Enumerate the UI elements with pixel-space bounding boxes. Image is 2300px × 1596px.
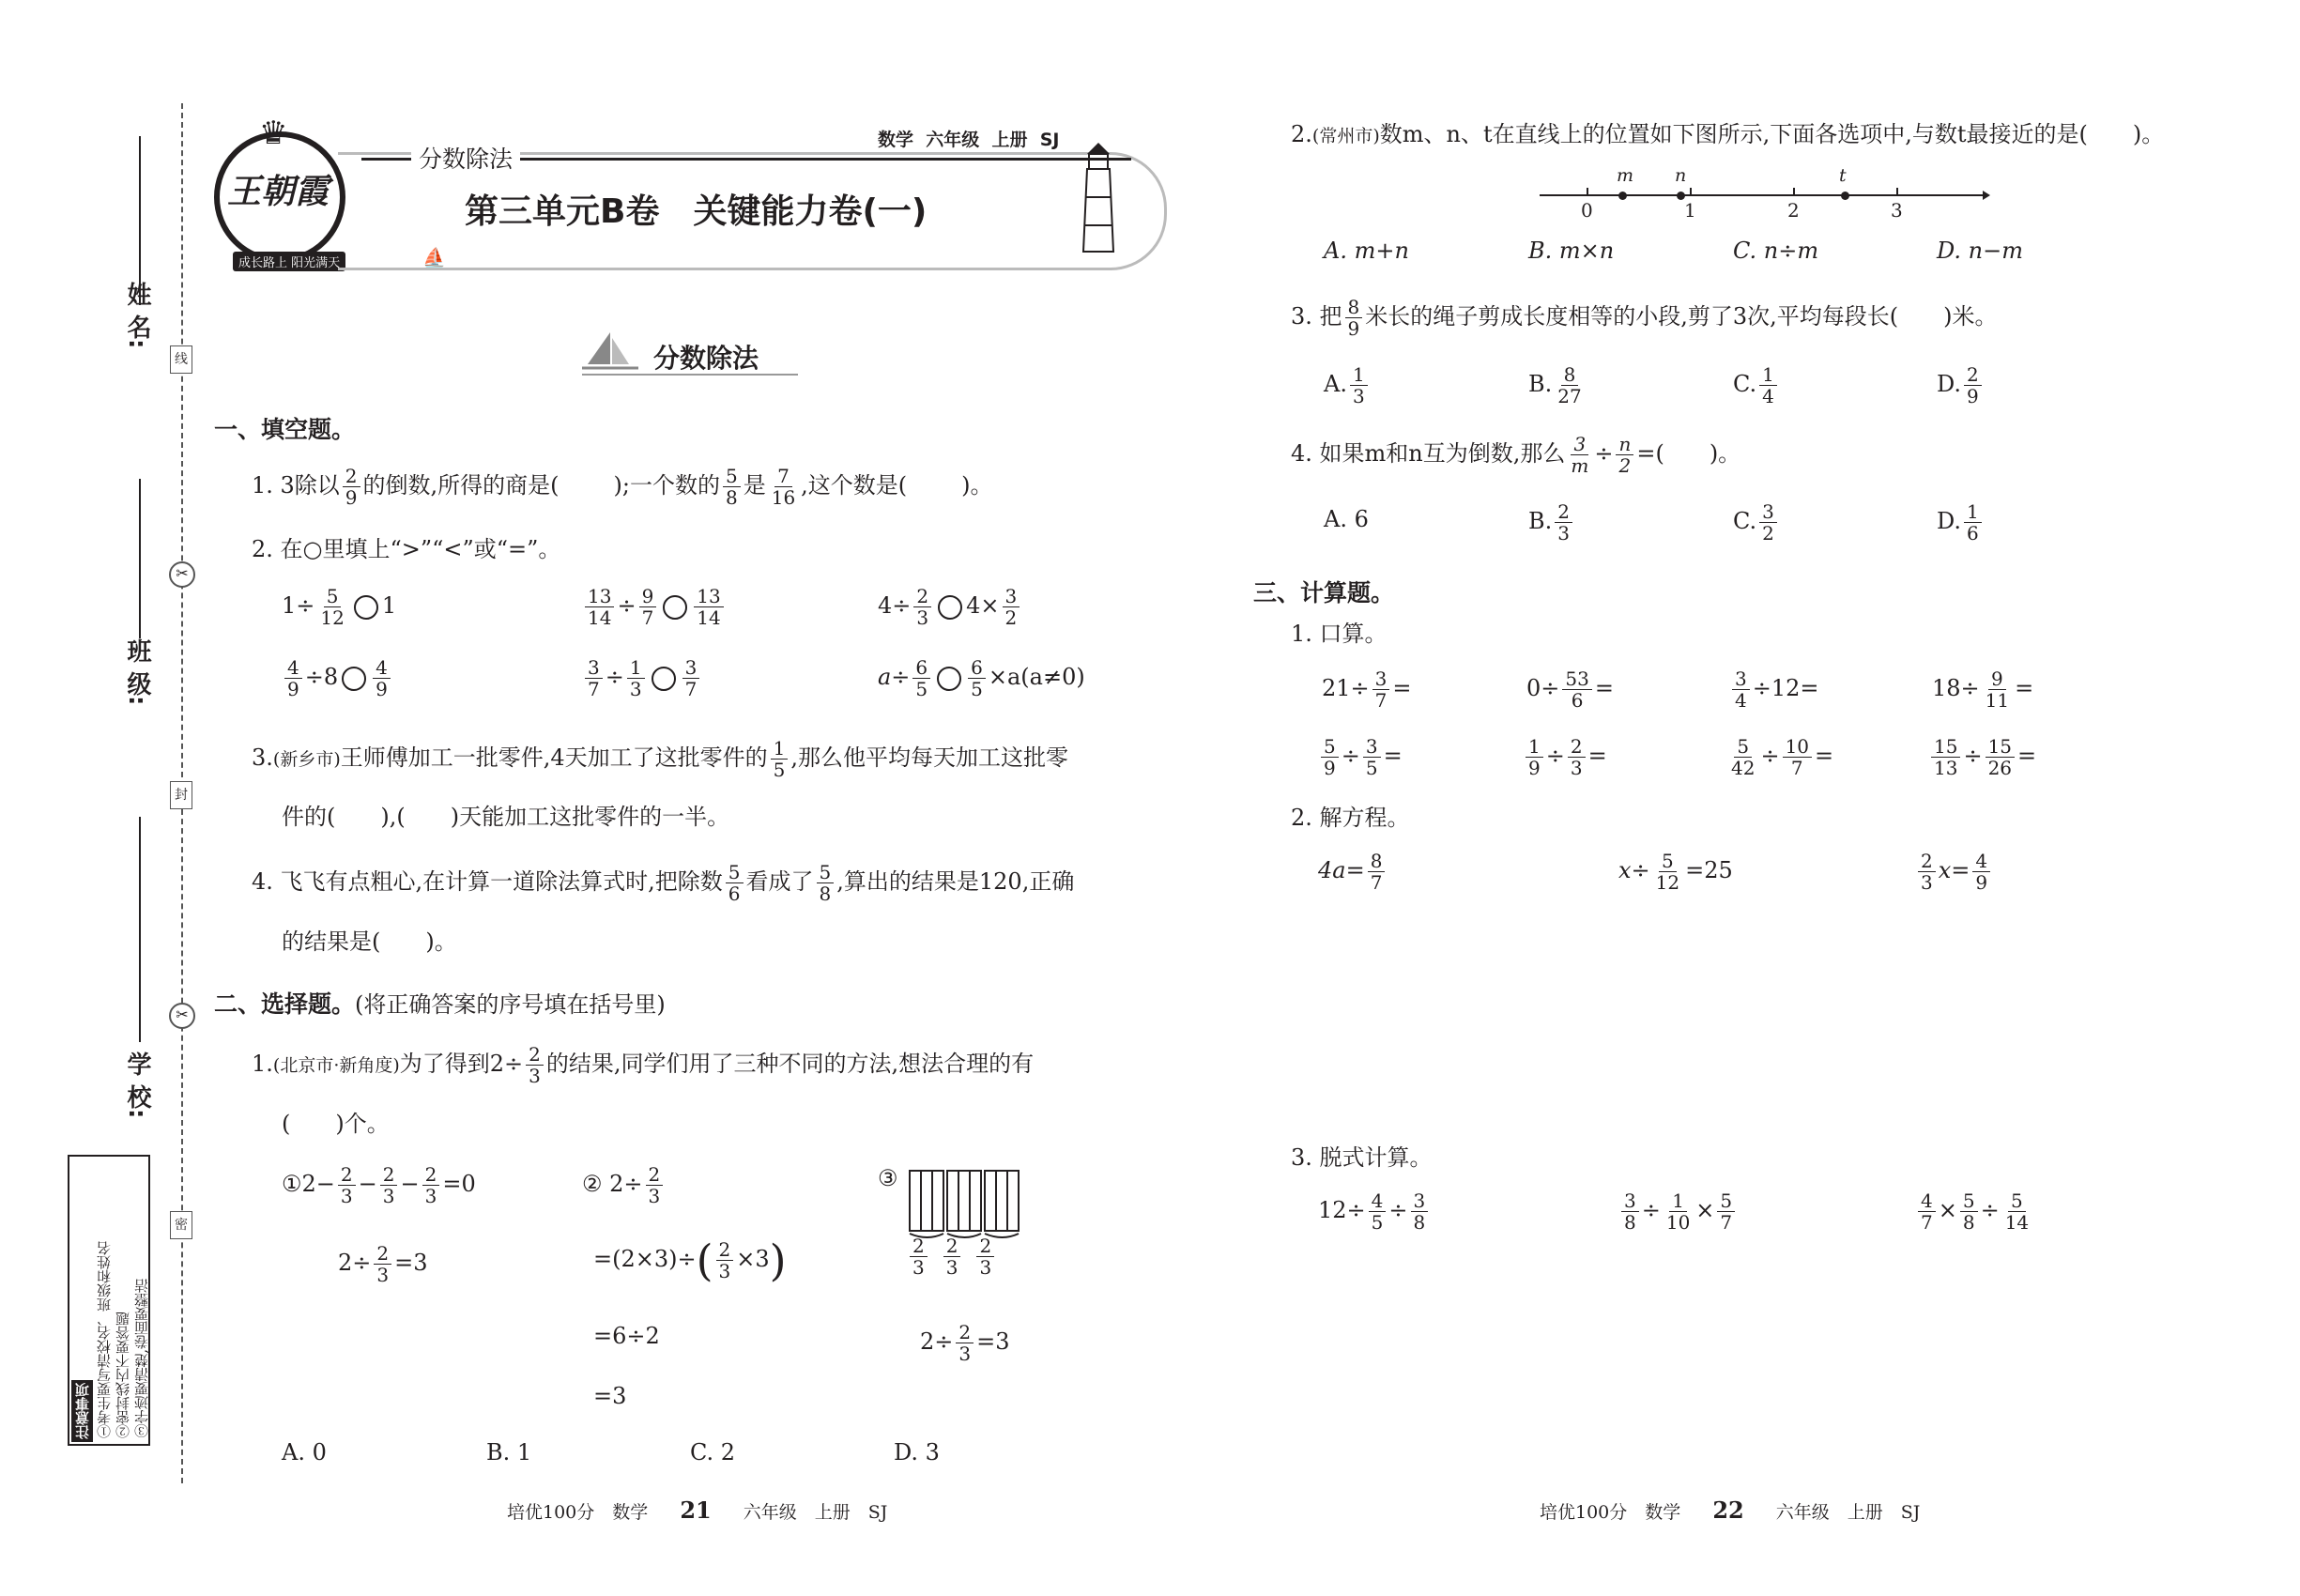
- oral-5: $\frac{5}{9}$ ÷ $\frac{3}{5}$ =: [1318, 736, 1403, 778]
- footer-left: 培优100分 数学 21 六年级 上册 SJ: [507, 1496, 888, 1524]
- number-line-tick-label: 0: [1581, 199, 1593, 222]
- note-2: ②密封线内不要答题: [115, 1312, 131, 1438]
- number-line-tick: [1690, 188, 1692, 195]
- method-2-line4: =3: [593, 1383, 627, 1409]
- choice-question-4: 4. 如果m和n互为倒数,那么 $\frac{3}{m}$ ÷ $\frac{n}{2}$ =( )。: [1291, 433, 1741, 477]
- number-line-tick: [1793, 188, 1795, 195]
- class-line: [139, 479, 141, 638]
- brand-subtitle: 成长路上 阳光满天: [233, 252, 345, 271]
- fill-question-2: 2. 在○里填上“>”“<”或“=”。: [252, 536, 561, 562]
- fill-question-3: 3.(新乡市)王师傅加工一批零件,4天加工了这批零件的 $\frac{1}{5}$ ,那么他平均每天加工这批零: [252, 737, 1069, 781]
- school-line: [139, 817, 141, 1042]
- cut-mark-close: 密: [170, 1211, 192, 1239]
- compare-r2c3: a÷ $\frac{6}{5}$ $\frac{6}{5}$ ×a(a≠0): [878, 656, 1085, 700]
- equation-3: $\frac{2}{3}$ x= $\frac{4}{9}$: [1915, 851, 1993, 893]
- q2-option-a[interactable]: A. m+n: [1324, 238, 1409, 264]
- number-line-point: [1618, 192, 1627, 200]
- note-3: ③字迹要清楚,卷面要整洁: [133, 1279, 150, 1438]
- q2-option-d[interactable]: D. n−m: [1937, 238, 2023, 264]
- q3-option-d[interactable]: D. $\frac{2}{9}$: [1937, 364, 1985, 407]
- method-2: ② 2÷ $\frac{2}{3}$: [582, 1164, 666, 1206]
- method-1-line2: 2÷ $\frac{2}{3}$ =3: [338, 1242, 428, 1286]
- answer-circle[interactable]: [938, 595, 962, 620]
- q4-option-a[interactable]: A. 6: [1324, 506, 1369, 532]
- name-label: 姓 名:: [123, 282, 151, 349]
- page-title: 第三单元B卷 关键能力卷(一): [465, 192, 928, 231]
- equation-1: 4a= $\frac{8}{7}$: [1318, 851, 1388, 893]
- equation-2: x÷ $\frac{5}{12}$ =25: [1618, 850, 1733, 894]
- answer-circle[interactable]: [937, 667, 961, 691]
- lighthouse-icon: [1080, 141, 1117, 253]
- compare-r1c2: $\frac{13}{14}$ ÷ $\frac{9}{7}$ $\frac{13}{14}$: [582, 586, 727, 628]
- q2-option-c[interactable]: C. n÷m: [1733, 238, 1819, 264]
- page-number: 21: [680, 1496, 712, 1524]
- compare-r2c1: $\frac{4}{9}$ ÷8 $\frac{4}{9}$: [282, 657, 393, 699]
- footer-right: 培优100分 数学 22 六年级 上册 SJ: [1540, 1496, 1921, 1524]
- notes-box: [68, 1155, 150, 1446]
- q3-option-a[interactable]: A. $\frac{1}{3}$: [1324, 364, 1371, 407]
- notes-title: 注意事项: [71, 1380, 93, 1442]
- number-line-tick-label: 1: [1684, 199, 1696, 222]
- answer-circle[interactable]: [663, 595, 687, 620]
- q2-option-b[interactable]: B. m×n: [1528, 238, 1615, 264]
- q4-option-c[interactable]: C. $\frac{3}{2}$: [1733, 501, 1780, 544]
- q4-option-b[interactable]: B. $\frac{2}{3}$: [1528, 501, 1575, 544]
- oral-2: 0÷ $\frac{53}{6}$ =: [1526, 668, 1614, 712]
- compare-r2c2: $\frac{3}{7}$ ÷ $\frac{1}{3}$ $\frac{3}{7}$: [582, 657, 702, 699]
- number-line: [1540, 167, 1990, 223]
- q3-option-c[interactable]: C. $\frac{1}{4}$: [1733, 364, 1780, 407]
- number-line-point-label: n: [1675, 165, 1687, 186]
- choice-option-d[interactable]: D. 3: [894, 1439, 940, 1466]
- boat-icon: ⛵: [422, 246, 446, 269]
- method-3-label: ③: [878, 1165, 898, 1191]
- answer-circle[interactable]: [652, 667, 676, 691]
- answer-circle[interactable]: [354, 595, 378, 620]
- calc-2: $\frac{3}{8}$ ÷ $\frac{1}{10}$ × $\frac{5}{7}$: [1618, 1190, 1738, 1233]
- oral-3: $\frac{3}{4}$ ÷12=: [1729, 668, 1819, 711]
- fill-question-4-cont: 的结果是( )。: [282, 928, 457, 955]
- calc-1: 12÷ $\frac{4}{5}$ ÷ $\frac{3}{8}$: [1318, 1190, 1431, 1233]
- number-line-point-label: t: [1839, 165, 1847, 186]
- oral-7: $\frac{5}{42}$ ÷ $\frac{10}{7}$ =: [1731, 735, 1834, 779]
- choice-question-1-cont: ( )个。: [282, 1111, 390, 1137]
- brand-logo: [214, 115, 345, 263]
- answer-circle[interactable]: [342, 667, 366, 691]
- method-3-fractions: $\frac{2}{3}$ $\frac{2}{3}$ $\frac{2}{3}$: [907, 1235, 997, 1278]
- number-line-tick-label: 2: [1787, 199, 1800, 222]
- q4-option-d[interactable]: D. $\frac{1}{6}$: [1937, 501, 1985, 544]
- oral-6: $\frac{1}{9}$ ÷ $\frac{2}{3}$ =: [1523, 736, 1607, 778]
- method-2-line3: =6÷2: [593, 1323, 660, 1349]
- choice-question-2: 2.(常州市)数m、n、t在直线上的位置如下图所示,下面各选项中,与数t最接近的是( )。: [1291, 121, 2165, 147]
- compare-r1c1: 1÷ $\frac{5}{12}$ 1: [282, 585, 397, 629]
- number-line-tick: [1587, 188, 1588, 195]
- number-line-tick-label: 3: [1891, 199, 1903, 222]
- oral-title: 1. 口算。: [1291, 621, 1388, 647]
- school-label: 学 校:: [123, 1051, 151, 1119]
- section-1-title: 一、填空题。: [214, 416, 356, 443]
- method-3-diagram: [909, 1170, 1020, 1235]
- method-3-result: 2÷ $\frac{2}{3}$ =3: [920, 1321, 1010, 1365]
- fill-question-4: 4. 飞飞有点粗心,在计算一道除法算式时,把除数 $\frac{5}{6}$ 看成了 $\frac{5}{8}$ ,算出的结果是120,正确: [252, 861, 1075, 905]
- choice-question-1: 1.(北京市·新角度)为了得到2÷ $\frac{2}{3}$ 的结果,同学们用了三种不同的方法,想法合理的有: [252, 1043, 1035, 1087]
- number-line-tick: [1896, 188, 1898, 195]
- scissors-icon: ✂: [169, 561, 195, 588]
- cut-mark-seal: 封: [170, 781, 192, 809]
- cut-mark-line: 线: [170, 345, 192, 374]
- fill-question-3-cont: 件的( ),( )天能加工这批零件的一半。: [282, 804, 730, 830]
- oral-4: 18÷ $\frac{9}{11}$ =: [1932, 668, 2034, 712]
- choice-option-c[interactable]: C. 2: [690, 1439, 736, 1466]
- choice-question-3: 3. 把 $\frac{8}{9}$ 米长的绳子剪成长度相等的小段,剪了3次,平均每段长( )米。: [1291, 296, 1998, 340]
- choice-option-b[interactable]: B. 1: [486, 1439, 532, 1466]
- oral-1: 21÷ $\frac{3}{7}$ =: [1322, 668, 1412, 712]
- page-number: 22: [1712, 1496, 1744, 1524]
- number-line-point: [1677, 192, 1685, 200]
- section-3-title: 三、计算题。: [1253, 579, 1395, 606]
- note-1: ①考生要写清校名、班级和姓名: [96, 1241, 113, 1438]
- name-line: [139, 136, 141, 305]
- method-1: ①2− $\frac{2}{3}$ − $\frac{2}{3}$ − $\frac{2}{3}$ =0: [282, 1163, 476, 1207]
- oral-8: $\frac{15}{13}$ ÷ $\frac{15}{26}$ =: [1928, 736, 2036, 778]
- topic-tag: 分数除法: [411, 141, 520, 175]
- choice-option-a[interactable]: A. 0: [282, 1439, 327, 1466]
- number-line-point-label: m: [1617, 165, 1634, 186]
- class-label: 班 级:: [123, 638, 151, 706]
- crown-icon: ♛: [259, 115, 288, 152]
- brand-name: 王朝霞: [227, 172, 330, 211]
- number-line-point: [1841, 192, 1849, 200]
- scissors-icon: ✂: [169, 1003, 195, 1029]
- method-2-line2: =(2×3)÷( $\frac{2}{3}$ ×3): [593, 1235, 787, 1286]
- fill-question-1: 1. 3除以 $\frac{2}{9}$ 的倒数,所得的商是( );一个数的 $\frac{5}{8}$ 是 $\frac{7}{16}$ ,这个数是( )。: [252, 465, 993, 509]
- equation-title: 2. 解方程。: [1291, 805, 1410, 831]
- section-2-title: 二、选择题。(将正确答案的序号填在括号里): [214, 990, 666, 1018]
- section-banner-title: 分数除法: [653, 343, 759, 374]
- calc-title: 3. 脱式计算。: [1291, 1144, 1433, 1171]
- calc-3: $\frac{4}{7}$ × $\frac{5}{8}$ ÷ $\frac{5}{14}$: [1915, 1190, 2034, 1233]
- compare-r1c3: 4÷ $\frac{2}{3}$ 4× $\frac{3}{2}$: [878, 586, 1022, 628]
- section-banner-underline: [582, 374, 798, 376]
- q3-option-b[interactable]: B. $\frac{8}{27}$: [1528, 363, 1582, 407]
- header-meta: 数学 六年级 上册 SJ: [878, 130, 1060, 150]
- sailboat-icon: [582, 330, 638, 374]
